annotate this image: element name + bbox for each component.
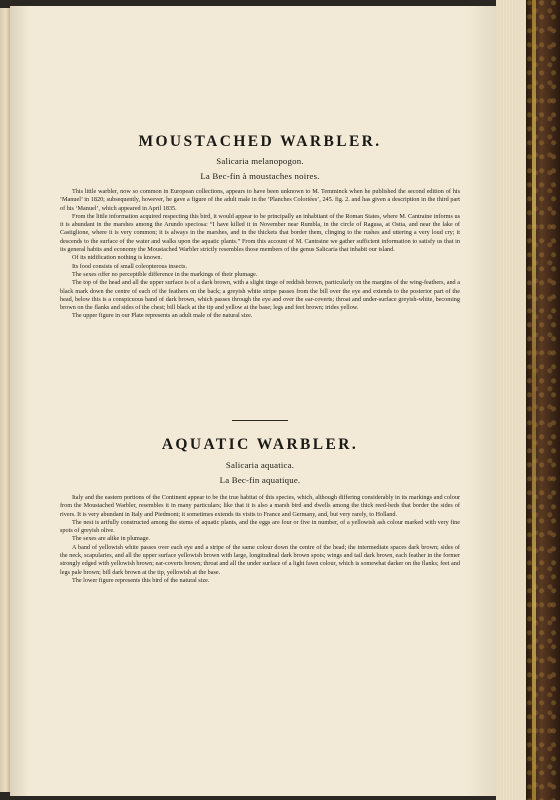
section1-paragraph: Of its nidification nothing is known. xyxy=(72,254,163,262)
section-divider-rule xyxy=(232,420,288,421)
section2-paragraph: A band of yellowish white passes over each eye and a stripe of the same colour down the centre of the head; the intermediate spaces dark brown; sides of the neck, scapularies, and all the upper surface yellowish brown with large, longitudinal dark brown spots; wings and tail dark brown, each feather in the former strongly edged with yellowish brown; ear-coverts brown; throat and all the under surface of a light fawn colour, which is somewhat darker on the flanks; feet and legs pale brown; bill dark brown at the tip, yellowish at the base. xyxy=(60,543,460,576)
book-cover-binding xyxy=(526,0,560,800)
section2-french-name: La Bec-fin aquatique. xyxy=(219,475,301,485)
section2-title: AQUATIC WARBLER. xyxy=(161,436,359,453)
section1-paragraph: This little warbler, now so common in European collections, appears to have been unknown to M. Temminck when he published the second edition of his ‘Manuel’ in 1820; subsequently, however, he gave a figure of the adult male in the ‘Planches Coloriées’, 245. fig. 2. and has given a description in the third part of his ‘Manuel’, which appeared in April 1835. xyxy=(60,188,460,212)
section1-paragraph: The upper figure in our Plate represents an adult male of the natural size. xyxy=(72,312,253,320)
section1-title: MOUSTACHED WARBLER. xyxy=(138,133,382,150)
section2-paragraph: The nest is artfully constructed among the stems of aquatic plants, and the eggs are four or five in number, of a yellowish ash colour marked with very fine spots of greyish olive. xyxy=(60,518,460,535)
section1-french-name: La Bec-fin à moustaches noires. xyxy=(200,171,320,181)
section2-paragraph: The sexes are alike in plumage. xyxy=(72,535,150,543)
gilt-border xyxy=(532,0,536,800)
section1-latin-name: Salicaria melanopogon. xyxy=(216,156,304,166)
section1-paragraph: The sexes offer no perceptible difference in the markings of their plumage. xyxy=(72,270,258,278)
section2-body xyxy=(60,494,460,585)
section1-body xyxy=(60,188,460,321)
section1-paragraph: The top of the head and all the upper surface is of a dark brown, with a slight tinge of reddish brown, particularly on the margins of the wing-feathers, and a black mark down the centre of each of the feathers on the back; a greyish white stripe passes from the bill over the eye and extends to the posterior part of the head, below this is a conspicuous band of dark brown, which passes through the eye and over the ear-coverts; throat and under-surface greyish-white, becoming brown on the flanks and sides of the chest; bill black at the tip and yellow at the base; legs and feet brown; irides yellow. xyxy=(60,279,460,312)
page-block-edge xyxy=(496,0,526,800)
section2-paragraph: The lower figure represents this bird of the natural size. xyxy=(72,576,210,584)
section2-paragraph: Italy and the eastern portions of the Continent appear to be the true habitat of this species, which, although differing considerably in its markings and colour from the Moustached Warbler, resembles it in many particulars; like that it is also a marsh bird and dwells among the thick reed-beds that border the sides of rivers. It is very abundant in Italy and Piedmont; it sometimes extends its visits to France and Germany, and, but very rarely, to Holland. xyxy=(60,494,460,518)
book-page xyxy=(10,6,496,796)
section1-paragraph: From the little information acquired respecting this bird, it would appear to be principally an inhabitant of the Roman States, where M. Cantraine informs us it is abundant in the marshes among the Arundo speciosa: “I have killed it in November near Rumbla, in the circle of Ragusa, at Ostia, and near the lake of Castiglione, where it is very common; it is always in the marshes, and in the thickets that border them, clinging to the rushes and uttering a very loud cry; it descends to the surface of the water and walks upon the aquatic plants.” From this account of M. Cantraine we gather sufficient information to satisfy us that in its general habits and economy the Moustached Warbler strictly resembles those members of the genus Salicaria that inhabit our island. xyxy=(60,212,460,254)
section2-latin-name: Salicaria aquatica. xyxy=(225,460,295,470)
section1-paragraph: Its food consists of small coleopterous insects. xyxy=(72,262,187,270)
facing-page-edge xyxy=(0,8,10,792)
